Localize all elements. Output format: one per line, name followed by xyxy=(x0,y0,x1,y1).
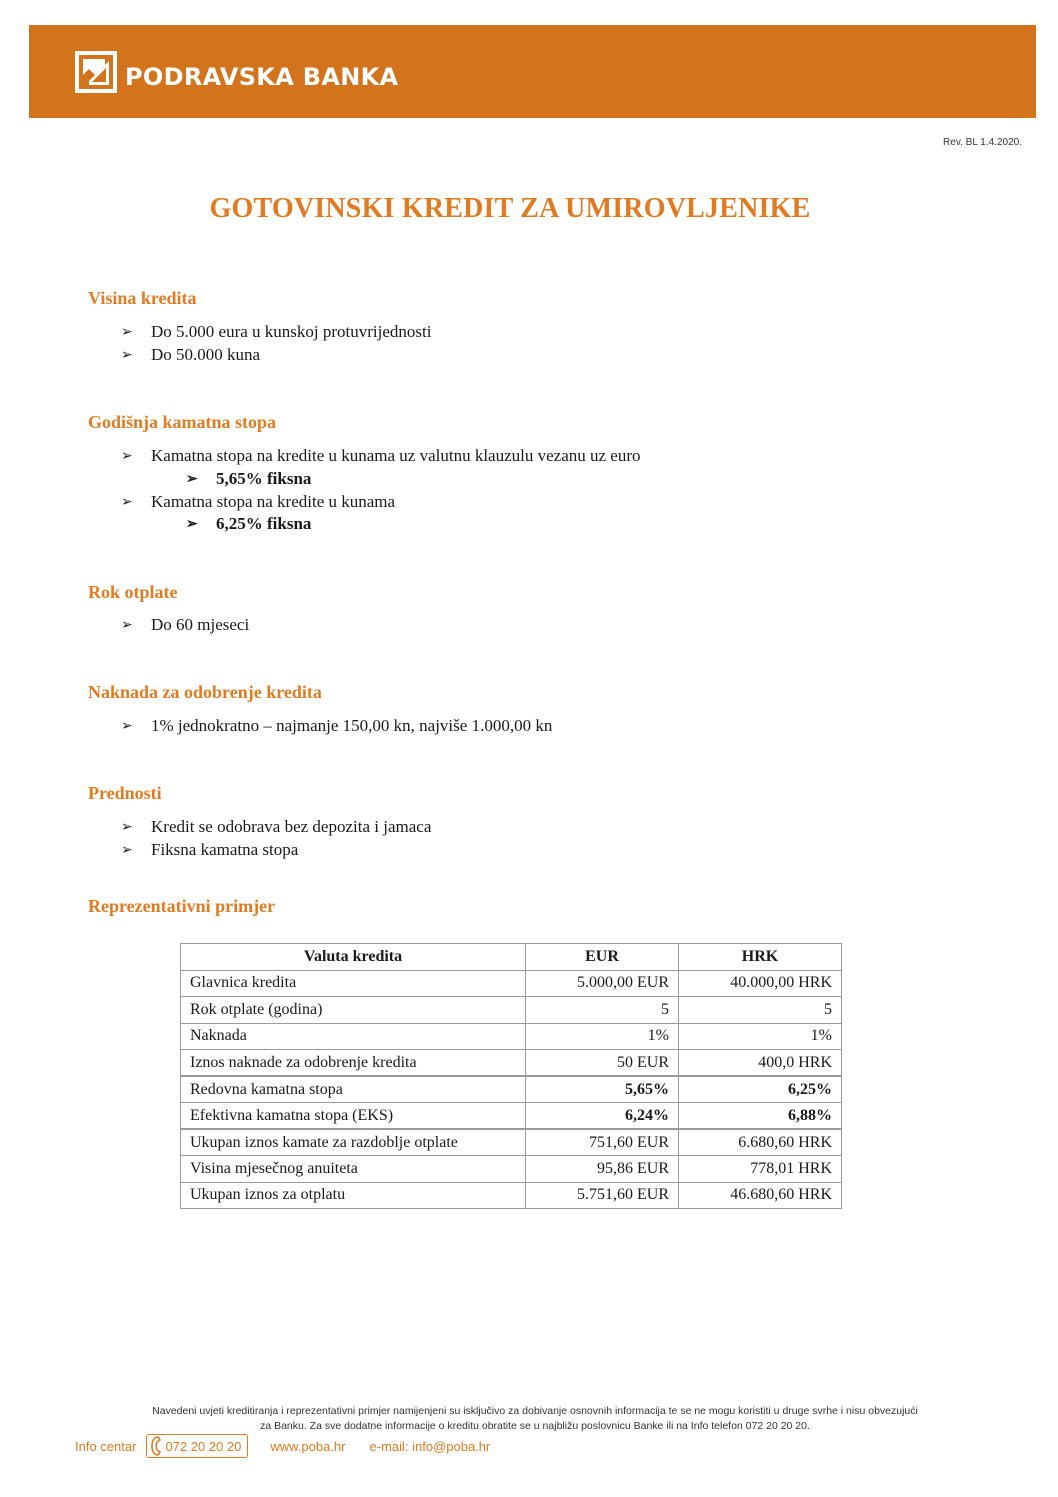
cell-hrk: 1% xyxy=(679,1023,842,1050)
list-item: ➢ 1% jednokratno – najmanje 150,00 kn, najviše 1.000,00 kn xyxy=(121,716,553,735)
cell-hrk: 400,0 HRK xyxy=(679,1050,842,1077)
section-heading-naknada: Naknada za odobrenje kredita xyxy=(88,682,322,702)
website-link[interactable]: www.poba.hr xyxy=(270,1438,346,1454)
footer-note-line: Navedeni uvjeti kreditiranja i reprezentativni primjer namijenjeni su isključivo za dobivanje osnovnih informacija te se ne mogu koristiti u druge svrhe i nisu obvezujući xyxy=(152,1405,918,1417)
table-row xyxy=(181,997,842,1024)
row-label: Ukupan iznos kamate za razdoblje otplate xyxy=(181,1129,526,1156)
list-item: ➢ Kamatna stopa na kredite u kunama uz valutnu klauzulu vezanu uz euro xyxy=(121,446,641,465)
table-row xyxy=(181,1182,842,1209)
representative-example-table xyxy=(180,943,842,1209)
phone-link[interactable]: 072 20 20 20 xyxy=(146,1434,248,1458)
row-label: Ukupan iznos za otplatu xyxy=(181,1182,526,1209)
cell-hrk: 46.680,60 HRK xyxy=(679,1182,842,1209)
list-item: ➢ 5,65% fiksna xyxy=(186,469,312,488)
cell-hrk: 778,01 HRK xyxy=(679,1156,842,1183)
arrow-bullet-icon: ➢ xyxy=(121,718,133,734)
header-bar xyxy=(29,25,1036,118)
cell-eur: 50 EUR xyxy=(526,1050,679,1077)
list-item: ➢ Do 50.000 kuna xyxy=(121,345,261,364)
arrow-bullet-icon: ➢ xyxy=(121,494,133,510)
podravska-banka-logo-icon xyxy=(75,51,117,93)
row-label: Naknada xyxy=(181,1023,526,1050)
bank-name: PODRAVSKA BANKA xyxy=(125,63,399,91)
cell-eur: 5.751,60 EUR xyxy=(526,1182,679,1209)
column-header: EUR xyxy=(526,944,679,971)
cell-eur: 95,86 EUR xyxy=(526,1156,679,1183)
row-label: Efektivna kamatna stopa (EKS) xyxy=(181,1103,526,1130)
footer-contact xyxy=(75,1434,490,1458)
arrow-bullet-icon: ➢ xyxy=(121,842,133,858)
bank-logo[interactable] xyxy=(75,51,398,93)
section-heading-prednosti: Prednosti xyxy=(88,783,162,803)
page-title: GOTOVINSKI KREDIT ZA UMIROVLJENIKE xyxy=(209,193,811,224)
arrow-bullet-icon: ➢ xyxy=(186,516,198,532)
cell-eur: 1% xyxy=(526,1023,679,1050)
table-row xyxy=(181,970,842,997)
row-label: Glavnica kredita xyxy=(181,970,526,997)
list-item: ➢ Kredit se odobrava bez depozita i jamaca xyxy=(121,817,432,836)
row-label: Redovna kamatna stopa xyxy=(181,1076,526,1103)
arrow-bullet-icon: ➢ xyxy=(186,471,198,487)
list-item: ➢ Do 5.000 eura u kunskoj protuvrijednosti xyxy=(121,322,432,341)
list-item: ➢ Kamatna stopa na kredite u kunama xyxy=(121,492,396,511)
arrow-bullet-icon: ➢ xyxy=(121,324,133,340)
cell-eur: 5.000,00 EUR xyxy=(526,970,679,997)
column-header: HRK xyxy=(679,944,842,971)
table-row xyxy=(181,1076,842,1103)
section-heading-visina: Visina kredita xyxy=(88,288,197,308)
cell-hrk: 40.000,00 HRK xyxy=(679,970,842,997)
email-link[interactable]: e-mail: info@poba.hr xyxy=(369,1438,491,1454)
section-heading-primjer: Reprezentativni primjer xyxy=(88,896,276,916)
table-row xyxy=(181,1129,842,1156)
arrow-bullet-icon: ➢ xyxy=(121,347,133,363)
list-item: ➢ Fiksna kamatna stopa xyxy=(121,840,299,859)
arrow-bullet-icon: ➢ xyxy=(121,819,133,835)
cell-hrk: 6,25% xyxy=(679,1076,842,1103)
cell-eur: 6,24% xyxy=(526,1103,679,1130)
footer-note-line: za Banku. Za sve dodatne informacije o kreditu obratite se u najbližu poslovnicu Banke ili na Info telefon 072 20 20 20. xyxy=(260,1420,810,1432)
row-label: Rok otplate (godina) xyxy=(181,997,526,1024)
table-header-row xyxy=(181,944,842,971)
cell-eur: 5 xyxy=(526,997,679,1024)
column-header: Valuta kredita xyxy=(181,944,526,971)
table-row xyxy=(181,1156,842,1183)
table-row xyxy=(181,1050,842,1077)
info-centar-label: Info centar xyxy=(75,1438,137,1454)
row-label: Visina mjesečnog anuiteta xyxy=(181,1156,526,1183)
cell-eur: 751,60 EUR xyxy=(526,1129,679,1156)
arrow-bullet-icon: ➢ xyxy=(121,448,133,464)
list-item: ➢ 6,25% fiksna xyxy=(186,514,312,533)
table-row xyxy=(181,1023,842,1050)
arrow-bullet-icon: ➢ xyxy=(121,617,133,633)
phone-icon xyxy=(151,1436,161,1456)
row-label: Iznos naknade za odobrenje kredita xyxy=(181,1050,526,1077)
cell-hrk: 5 xyxy=(679,997,842,1024)
revision-label: Rev. BL 1.4.2020. xyxy=(943,137,1022,148)
table-row xyxy=(181,1103,842,1130)
list-item: ➢ Do 60 mjeseci xyxy=(121,615,250,634)
section-heading-rok: Rok otplate xyxy=(88,582,178,602)
section-heading-kamata: Godišnja kamatna stopa xyxy=(88,412,277,432)
cell-hrk: 6.680,60 HRK xyxy=(679,1129,842,1156)
cell-hrk: 6,88% xyxy=(679,1103,842,1130)
footer-disclaimer xyxy=(80,1404,990,1434)
cell-eur: 5,65% xyxy=(526,1076,679,1103)
